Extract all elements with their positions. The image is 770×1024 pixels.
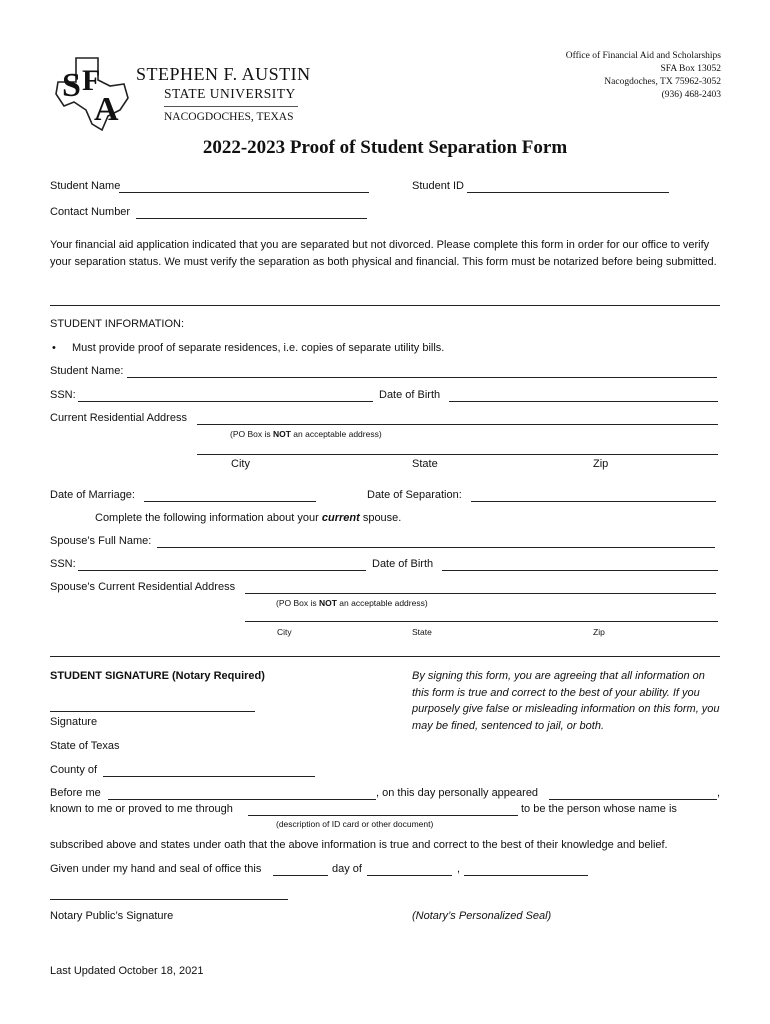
date-of-separation-label: Date of Separation: xyxy=(367,489,462,501)
spouse-ssn-label: SSN: xyxy=(50,558,76,570)
spouse-address-field[interactable] xyxy=(245,593,716,594)
before-me-label: Before me xyxy=(50,787,101,799)
section-divider xyxy=(50,305,720,306)
student-ssn-label: SSN: xyxy=(50,389,76,401)
university-logo xyxy=(52,52,132,134)
county-label: County of xyxy=(50,764,98,776)
appeared-label: , on this day personally appeared xyxy=(376,787,539,799)
oath-statement: subscribed above and states under oath that the above information is true and correct to the best of their knowledge and belief. xyxy=(50,839,668,851)
spouse-instruction: Complete the following information about your current spouse. xyxy=(95,512,402,524)
spouse-zip-label: Zip xyxy=(593,627,605,637)
notary-signature-label: Notary Public’s Signature xyxy=(50,910,174,922)
office-box: SFA Box 13052 xyxy=(660,64,721,74)
logo-divider xyxy=(164,106,298,107)
student-zip-label: Zip xyxy=(593,458,609,470)
id-document-field[interactable] xyxy=(248,815,518,816)
university-name-line2: STATE UNIVERSITY xyxy=(164,86,296,101)
signature-field[interactable] xyxy=(50,711,255,712)
student-city-label: City xyxy=(231,458,250,470)
university-name-line1: STEPHEN F. AUSTIN xyxy=(136,64,311,84)
spouse-city-state-zip-field[interactable] xyxy=(245,621,718,622)
student-address-field[interactable] xyxy=(197,424,718,425)
notary-name-field[interactable] xyxy=(108,799,376,800)
student-dob-label: Date of Birth xyxy=(379,389,441,401)
signature-label: Signature xyxy=(50,716,98,728)
university-location: NACOGDOCHES, TEXAS xyxy=(164,111,294,123)
spouse-po-box-note: (PO Box is NOT an acceptable address) xyxy=(276,598,428,608)
student-id-label: Student ID xyxy=(412,180,464,192)
given-month-field[interactable] xyxy=(367,875,452,876)
date-of-marriage-field[interactable] xyxy=(144,501,316,502)
signature-heading: STUDENT SIGNATURE (Notary Required) xyxy=(50,670,265,682)
spouse-dob-field[interactable] xyxy=(442,570,718,571)
sfa-texas-logo-icon xyxy=(52,52,132,134)
svg-text:F: F xyxy=(82,64,101,97)
student-dob-field[interactable] xyxy=(449,401,718,402)
intro-paragraph: Your financial aid application indicated that you are separated but not divorced. Please complete this form in order for our office to verify your separation status. We must verify the separation as both physical and financial. This form must be notarized before being submitted. xyxy=(50,239,717,268)
contact-number-label: Contact Number xyxy=(50,206,131,218)
spouse-ssn-field[interactable] xyxy=(78,570,366,571)
student-state-label: State xyxy=(412,458,438,470)
proof-bullet: Must provide proof of separate residences, i.e. copies of separate utility bills. xyxy=(72,342,445,354)
bullet-icon: • xyxy=(52,342,56,354)
id-document-note: (description of ID card or other document) xyxy=(276,819,434,829)
office-phone: (936) 468-2403 xyxy=(661,90,721,100)
student-city-state-zip-field[interactable] xyxy=(197,454,718,455)
given-day-field[interactable] xyxy=(273,875,328,876)
office-name: Office of Financial Aid and Scholarships xyxy=(565,51,721,61)
student-id-field[interactable] xyxy=(467,192,669,193)
form-title: 2022-2023 Proof of Student Separation Form xyxy=(202,137,568,158)
svg-text:S: S xyxy=(62,67,81,104)
student-name-info-label: Student Name: xyxy=(50,365,124,377)
given-comma: , xyxy=(457,863,461,875)
office-city: Nacogdoches, TX 75962-3052 xyxy=(604,77,721,87)
appeared-name-field[interactable] xyxy=(549,799,717,800)
spouse-name-label: Spouse’s Full Name: xyxy=(50,535,152,547)
appeared-comma: , xyxy=(717,787,721,799)
notary-state: State of Texas xyxy=(50,740,120,752)
student-ssn-field[interactable] xyxy=(78,401,373,402)
student-address-label: Current Residential Address xyxy=(50,412,187,424)
spouse-name-field[interactable] xyxy=(157,547,715,548)
day-of-label: day of xyxy=(332,863,362,875)
student-info-heading: STUDENT INFORMATION: xyxy=(50,318,185,330)
date-of-marriage-label: Date of Marriage: xyxy=(50,489,135,501)
spouse-address-label: Spouse’s Current Residential Address xyxy=(50,581,236,593)
svg-text:A: A xyxy=(94,91,119,128)
given-under-label: Given under my hand and seal of office this xyxy=(50,863,262,875)
spouse-dob-label: Date of Birth xyxy=(372,558,434,570)
person-whose-label: to be the person whose name is xyxy=(521,803,677,815)
section-divider-2 xyxy=(50,656,720,657)
student-name-label: Student Name xyxy=(50,180,121,192)
notary-signature-field[interactable] xyxy=(50,899,288,900)
last-updated: Last Updated October 18, 2021 xyxy=(50,965,204,977)
student-po-box-note: (PO Box is NOT an acceptable address) xyxy=(230,429,382,439)
county-field[interactable] xyxy=(103,776,315,777)
signature-disclaimer: By signing this form, you are agreeing that all information on this form is true and correct to the best of your ability. If you purposely give false or misleading information on this form, you may be fined, sentenced to jail, or both. xyxy=(412,670,720,732)
office-address-block xyxy=(566,50,721,102)
spouse-city-label: City xyxy=(277,627,292,637)
known-to-me-label: known to me or proved to me through xyxy=(50,803,233,815)
notary-seal-label: (Notary’s Personalized Seal) xyxy=(412,910,552,922)
date-of-separation-field[interactable] xyxy=(471,501,716,502)
given-year-field[interactable] xyxy=(464,875,588,876)
student-name-field[interactable] xyxy=(119,192,369,193)
spouse-state-label: State xyxy=(412,627,432,637)
student-name-info-field[interactable] xyxy=(127,377,717,378)
contact-number-field[interactable] xyxy=(136,218,367,219)
